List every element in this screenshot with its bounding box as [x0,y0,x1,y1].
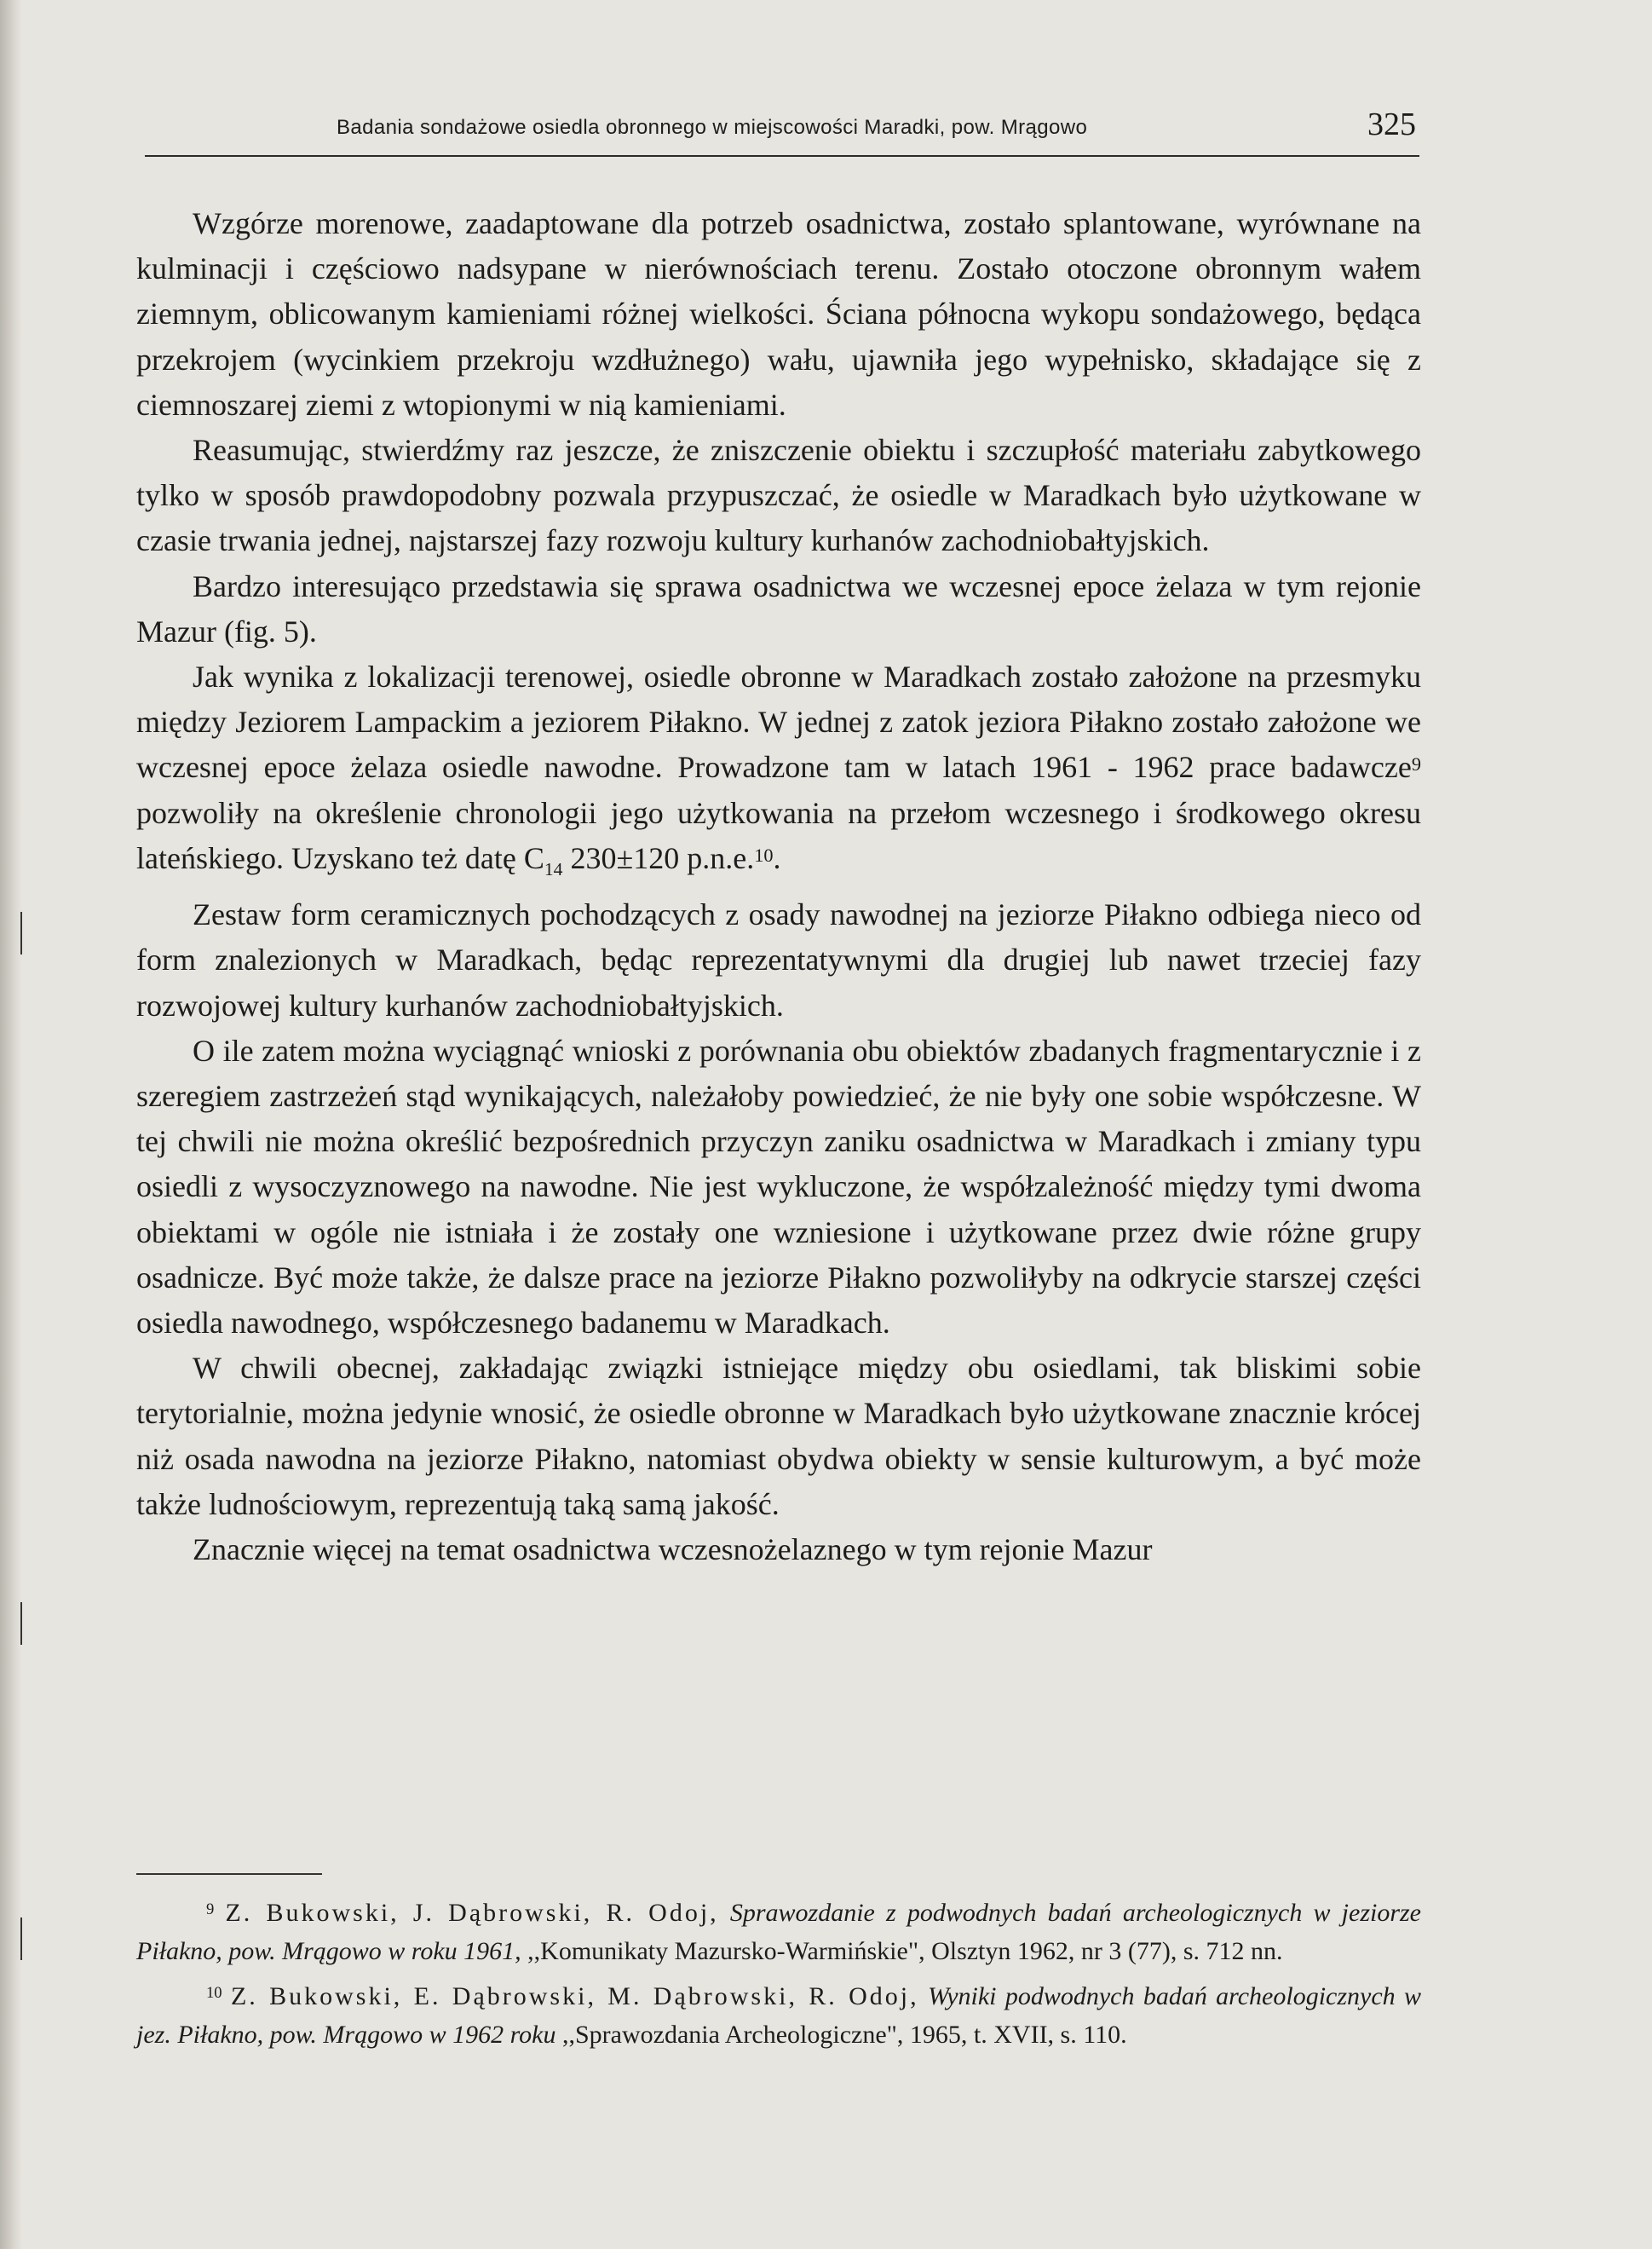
footnote-source: ,,Sprawozdania Archeologiczne", 1965, t. XVII, s. 110. [561,2021,1127,2049]
footnote-number: 10 [206,1984,222,2002]
scan-edge-mark [20,912,22,954]
footnote-authors: Z. Bukowski, E. Dąbrowski, M. Dąbrowski, R. Odoj, [230,1982,919,2010]
footnote-title: Wyniki podwodnych badań archeologicznych w jez. Piłakno, pow. Mrągowo w 1962 roku [136,1982,1422,2049]
header-rule [145,155,1419,157]
footnote [136,1977,1421,2054]
footnotes [136,1894,1421,2061]
paragraph [136,655,1421,892]
paragraph: W chwili obecnej, zakładając związki istniejące między obu osiedlami, tak bliskimi sobie terytorialnie, można jedynie wnosić, że osiedle obronne w Maradkach było użytkowane znacznie krócej niż osada nawodna na jeziorze Piłakno, natomiast obydwa obiekty w sensie kulturowym, a być może także ludnościowym, reprezentują taką samą jakość. [136,1351,1421,1521]
paragraph: O ile zatem można wyciągnąć wnioski z porównania obu obiektów zbadanych fragmentarycznie i z szeregiem zastrzeżeń stąd wynikających, należałoby powiedzieć, że nie były one sobie współczesne. W tej chwili nie można określić bezpośrednich przyczyn zaniku osadnictwa w Maradkach i zmiany typu osiedli z wysoczyznowego na nawodne. Nie jest wykluczone, że współzależność między tymi dwoma obiektami w ogóle nie istniała i że zostały one wzniesione i użytkowane przez dwie różne grupy osadnicze. Być może także, że dalsze prace na jeziorze Piłakno pozwoliłyby na odkrycie starszej części osiedla nawodnego, współczesnego badanemu w Maradkach. [136,1033,1421,1341]
isotope-subscript: 14 [544,859,563,880]
paragraph-text: 230±120 p.n.e. [562,840,755,875]
footnote-source: ,,Komunikaty Mazursko-Warmińskie", Olsztyn 1962, nr 3 (77), s. 712 nn. [527,1937,1283,1965]
paragraph-text: pozwoliły na określenie chronologii jego użytkowania na przełom wczesnego i środkowego okresu lateńskiego. Uzyskano też datę C [136,795,1421,875]
paragraph: Zestaw form ceramicznych pochodzących z osady nawodnej na jeziorze Piłakno odbiega nieco od form znalezionych w Maradkach, będąc reprezentatywnymi dla drugiej lub nawet trzeciej fazy rozwojowej kultury kurhanów zachodniobałtyjskich. [136,897,1421,1023]
scan-edge-mark [20,1602,22,1645]
footnote-title: Sprawozdanie z podwodnych badań archeologicznych w jeziorze Piłakno, pow. Mrągowo w roku 1961, [136,1899,1421,1965]
footnote [136,1894,1421,1970]
scan-edge-mark [20,1917,22,1960]
footnote-authors: Z. Bukowski, J. Dąbrowski, R. Odoj, [225,1899,719,1927]
paragraph-text: Jak wynika z lokalizacji terenowej, osiedle obronne w Maradkach zostało założone na przesmyku między Jeziorem Lampackim a jeziorem Piłakno. W jednej z zatok jeziora Piłakno zostało założone we wczesnej epoce żelaza osiedle nawodne. Prowadzone tam w latach 1961 - 1962 prace badawcze [136,660,1421,785]
paragraph: Bardzo interesująco przedstawia się sprawa osadnictwa we wczesnej epoce żelaza w tym rejonie Mazur (fig. 5). [136,568,1421,649]
footnote-ref-10: 10 [754,844,774,866]
running-title: Badania sondażowe osiedla obronnego w miejscowości Maradki, pow. Mrągowo [337,116,1088,139]
page-number: 325 [1367,107,1416,142]
paragraph-text: . [773,840,781,875]
footnote-number: 9 [206,1900,215,1918]
paragraph: Reasumując, stwierdźmy raz jeszcze, że zniszczenie obiektu i szczupłość materiału zabytkowego tylko w sposób prawdopodobny pozwala przypuszczać, że osiedle w Maradkach było użytkowane w czasie trwania jednej, najstarszej fazy rozwoju kultury kurhanów zachodniobałtyjskich. [136,433,1421,558]
body-text [136,201,1421,1572]
footnote-rule [136,1873,322,1875]
footnote-ref-9: 9 [1411,753,1421,776]
scan-page-edge [0,0,22,2249]
paragraph: Wzgórze morenowe, zaadaptowane dla potrzeb osadnictwa, zostało splantowane, wyrównane na kulminacji i częściowo nadsypane w nierównościach terenu. Zostało otoczone obronnym wałem ziemnym, oblicowanym kamieniami różnej wielkości. Ściana północna wykopu sondażowego, będąca przekrojem (wycinkiem przekroju wzdłużnego) wału, ujawniła jego wypełnisko, składające się z ciemnoszarej ziemi z wtopionymi w nią kamieniami. [136,206,1421,422]
paragraph: Znacznie więcej na temat osadnictwa wczesnożelaznego w tym rejonie Mazur [193,1532,1153,1567]
running-head [143,106,1419,153]
